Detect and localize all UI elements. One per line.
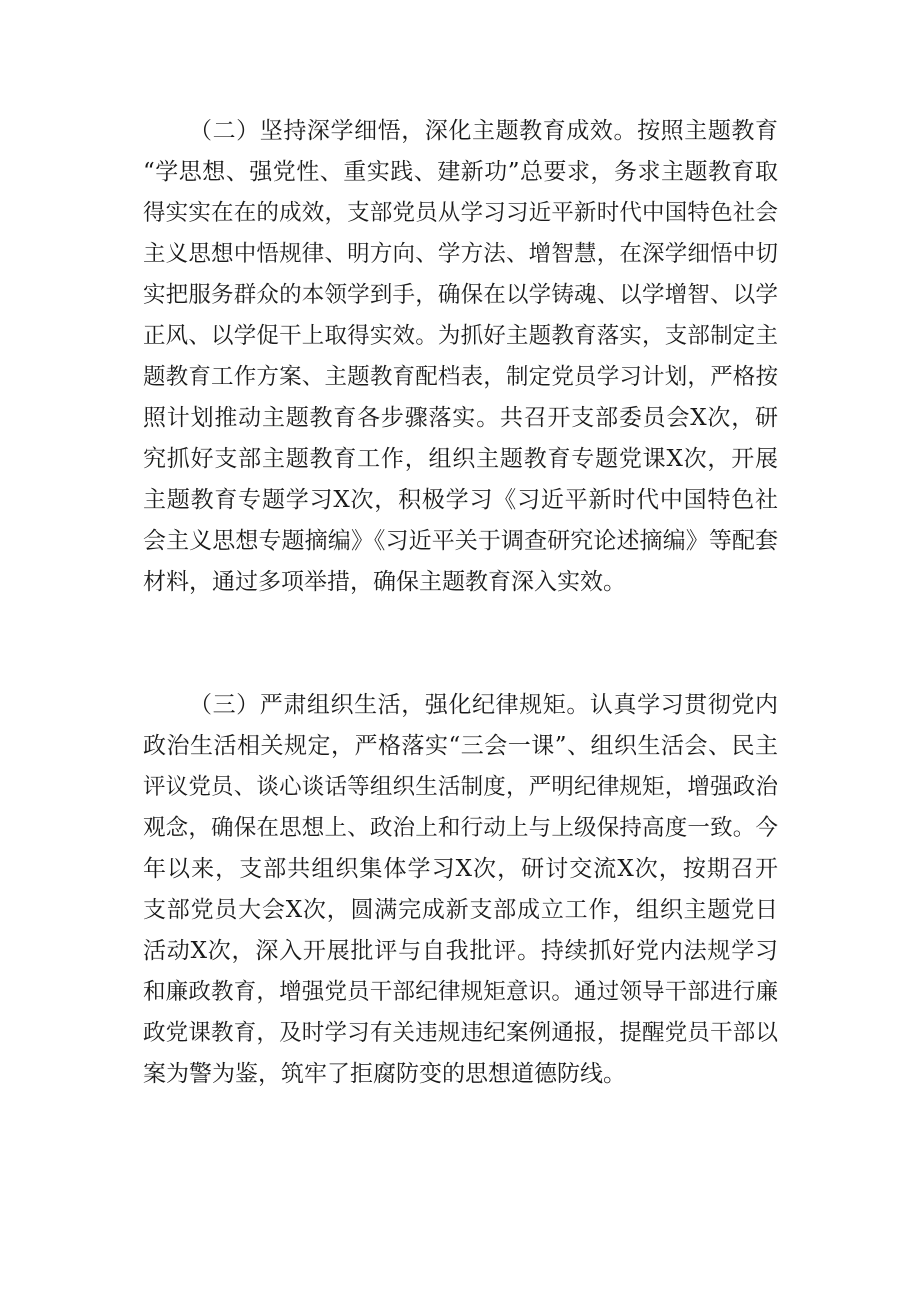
text-line: 案为警为鉴，筑牢了拒腐防变的思想道德防线。	[143, 1061, 626, 1087]
text-line: 主义思想中悟规律、明方向、学方法、增智慧，在深学细悟中切	[143, 241, 778, 267]
text-line: 评议党员、谈心谈话等组织生活制度，严明纪律规矩，增强政治	[143, 774, 778, 800]
paragraph-3	[143, 685, 778, 1095]
text-line: 支部党员大会X次，圆满完成新支部成立工作，组织主题党日	[143, 897, 778, 923]
text-line: 会主义思想专题摘编》《习近平关于调查研究论述摘编》等配套	[143, 528, 778, 554]
text-line: 照计划推动主题教育各步骤落实。共召开支部委员会X次，研	[143, 405, 778, 431]
text-line: （三）严肃组织生活，强化纪律规矩。认真学习贯彻党内	[189, 692, 778, 718]
text-line: 观念，确保在思想上、政治上和行动上与上级保持高度一致。今	[143, 815, 778, 841]
text-line: 材料，通过多项举措，确保主题教育深入实效。	[143, 569, 626, 595]
text-line: 题教育工作方案、主题教育配档表，制定党员学习计划，严格按	[143, 364, 778, 390]
text-line: （二）坚持深学细悟，深化主题教育成效。按照主题教育	[189, 118, 778, 144]
text-line: 正风、以学促干上取得实效。为抓好主题教育落实，支部制定主	[143, 323, 778, 349]
text-line: 政党课教育，及时学习有关违规违纪案例通报，提醒党员干部以	[143, 1020, 778, 1046]
text-line: 实把服务群众的本领学到手，确保在以学铸魂、以学增智、以学	[143, 282, 778, 308]
text-line: 究抓好支部主题教育工作，组织主题教育专题党课X次，开展	[143, 446, 778, 472]
text-line: 活动X次，深入开展批评与自我批评。持续抓好党内法规学习	[143, 938, 778, 964]
text-line: “学思想、强党性、重实践、建新功”总要求，务求主题教育取	[143, 159, 778, 185]
text-line: 主题教育专题学习X次，积极学习《习近平新时代中国特色社	[143, 487, 778, 513]
text-line: 政治生活相关规定，严格落实“三会一课”、组织生活会、民主	[143, 733, 778, 759]
text-line: 和廉政教育，增强党员干部纪律规矩意识。通过领导干部进行廉	[143, 979, 778, 1005]
text-line: 得实实在在的成效，支部党员从学习习近平新时代中国特色社会	[143, 200, 778, 226]
paragraph-2	[143, 111, 778, 603]
text-line: 年以来，支部共组织集体学习X次，研讨交流X次，按期召开	[143, 856, 778, 882]
